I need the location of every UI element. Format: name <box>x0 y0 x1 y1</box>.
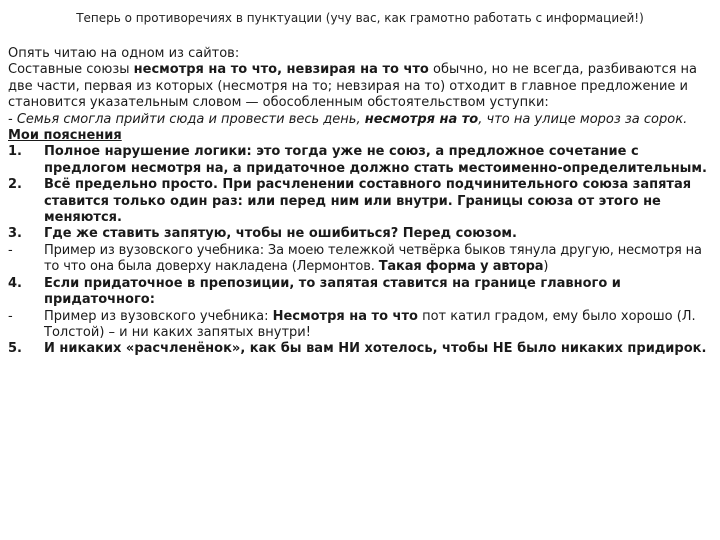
list-marker: 5. <box>8 341 22 357</box>
list-marker: 1. <box>8 144 22 160</box>
list-item <box>8 276 714 309</box>
page-title: Теперь о противоречиях в пунктуации (учу вас, как грамотно работать с информацией!) <box>76 11 644 25</box>
intro-text-start: Составные союзы <box>8 62 134 78</box>
list-item-example <box>8 243 714 276</box>
list-item <box>8 177 714 226</box>
list-item <box>8 144 714 177</box>
list-item-text <box>44 309 714 342</box>
list-item-text: И никаких «расчленёнок», как бы вам НИ хотелось, чтобы НЕ было никаких придирок. <box>44 341 707 357</box>
document-body <box>8 46 714 358</box>
example-text-end: , что на улице мороз за сорок. <box>478 111 688 127</box>
list-item-text: Где же ставить запятую, чтобы не ошибиться? Перед союзом. <box>44 226 517 242</box>
example-text: Пример из вузовского учебника: <box>44 308 273 324</box>
list-item-text: Если придаточное в препозиции, то запятая ставится на границе главного и придаточного: <box>44 275 621 308</box>
intro-conjunctions: несмотря на то что, невзирая на то что <box>133 62 429 78</box>
intro-text-end: обычно, но не всегда, разбиваются на две части, первая из которых (несмотря на то; невзирая на то) отходит в главное предложение и становится указательным словом — обособленным обстоятельством уступки: <box>8 62 698 111</box>
list-marker: 2. <box>8 177 22 193</box>
intro-paragraph <box>8 62 714 111</box>
list-marker: - <box>8 308 13 324</box>
intro-example <box>8 112 714 128</box>
example-text: Пример из вузовского учебника: За моею тележкой четвёрка быков тянула другую, несмотря на то что она была доверху накладена (Лермонтов. <box>44 242 702 275</box>
list-item-example <box>8 309 714 342</box>
list-item <box>8 226 714 242</box>
example-text-end: пот катил градом, ему было хорошо (Л. Толстой) – и ни каких запятых внутри! <box>44 308 696 340</box>
list-marker: 4. <box>8 275 22 291</box>
list-item <box>8 341 714 357</box>
example-highlight: несмотря на то <box>364 111 479 127</box>
list-marker: 3. <box>8 226 22 242</box>
section-heading: Мои пояснения <box>8 128 122 144</box>
list-marker: - <box>8 242 13 258</box>
example-note: Такая форма у автора <box>378 259 544 275</box>
intro-line: Опять читаю на одном из сайтов: <box>8 46 240 61</box>
list-item-text <box>44 243 714 276</box>
example-highlight: Несмотря на то что <box>272 308 418 324</box>
list-item-text: Всё предельно просто. При расчленении составного подчинительного союза запятая ставится только один раз: или перед ним или внутри. Границы союза от этого не меняются. <box>44 177 692 226</box>
list-item-text: Полное нарушение логики: это тогда уже не союз, а предложное сочетание с предлогом несмотря на, а придаточное должно стать местоименно-определительным. <box>44 144 707 176</box>
example-text-start: Семья смогла прийти сюда и провести весь день, <box>16 111 365 127</box>
example-dash: - <box>8 111 17 127</box>
example-close: ) <box>543 259 549 275</box>
